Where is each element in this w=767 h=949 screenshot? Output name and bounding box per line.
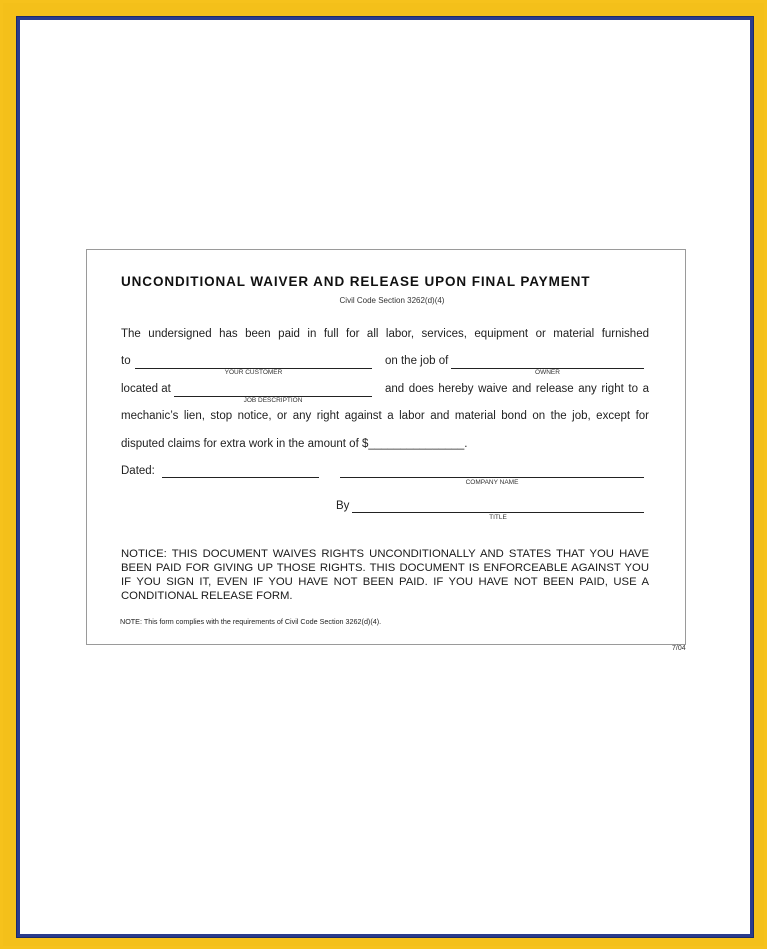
to-label: to <box>121 355 131 367</box>
notice-paragraph: NOTICE: THIS DOCUMENT WAIVES RIGHTS UNCONDITIONALLY AND STATES THAT YOU HAVE BEEN PAID FOR GIVING UP THOSE RIGHTS. THIS DOCUMENT IS ENFORCEABLE AGAINST YOU IF YOU SIGN IT, EVEN IF YOU HAVE NOT BEEN PAID. IF YOU HAVE NOT BEEN PAID, USE A CONDITIONAL RELEASE FORM. <box>121 548 649 602</box>
by-label: By <box>336 500 350 512</box>
customer-caption: YOUR CUSTOMER <box>224 369 283 376</box>
paid-in-full-statement: The undersigned has been paid in full for all labor, services, equipment or material furnished <box>121 328 649 340</box>
compliance-note: NOTE: This form complies with the requirements of Civil Code Section 3262(d)(4). <box>120 617 382 626</box>
located-label: located at <box>121 383 171 395</box>
form-subtitle: Civil Code Section 3262(d)(4) <box>339 296 445 305</box>
company-name-field[interactable] <box>340 477 644 478</box>
dated-label: Dated: <box>121 465 155 477</box>
revision-code: 7/04 <box>672 645 686 652</box>
disputed-claims-statement: disputed claims for extra work in the amount of $_______________. <box>121 438 468 450</box>
signature-field[interactable] <box>352 512 644 513</box>
lien-statement: mechanic’s lien, stop notice, or any right against a labor and material bond on the job, except for <box>121 410 649 422</box>
on-job-label: on the job of <box>385 355 449 367</box>
title-caption: TITLE <box>489 514 507 521</box>
waive-statement: and does hereby waive and release any right to a <box>385 383 649 395</box>
job-description-caption: JOB DESCRIPTION <box>243 397 303 404</box>
company-name-caption: COMPANY NAME <box>465 479 519 486</box>
outer-frame <box>3 3 764 946</box>
form-title: UNCONDITIONAL WAIVER AND RELEASE UPON FINAL PAYMENT <box>121 274 591 289</box>
date-field[interactable] <box>162 477 319 478</box>
document-page <box>17 17 753 937</box>
owner-caption: OWNER <box>535 369 560 376</box>
